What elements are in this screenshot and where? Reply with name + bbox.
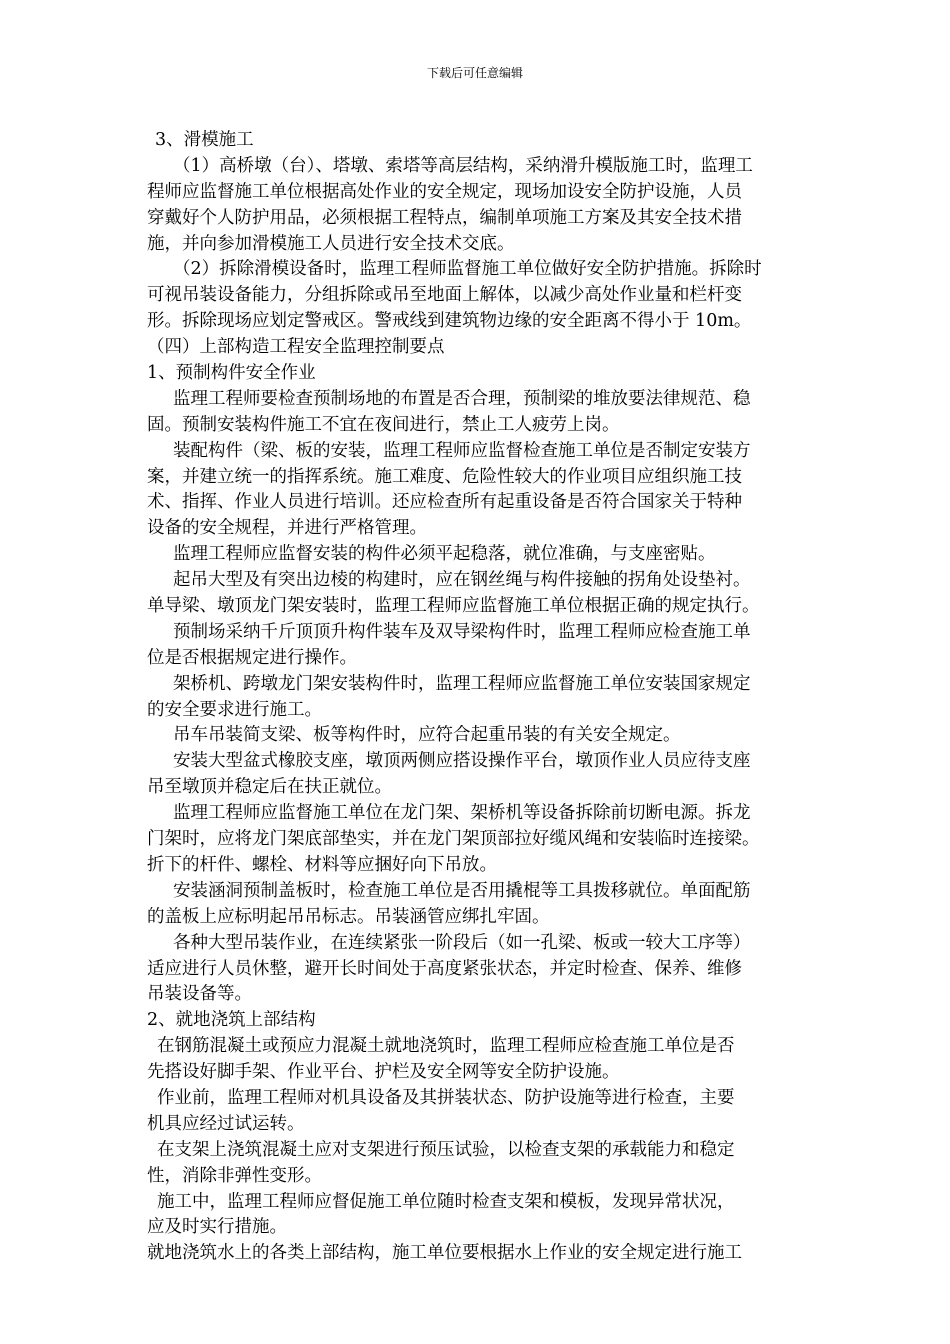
paragraph-line: 装配构件（梁、板的安装，监理工程师应监督检查施工单位是否制定安装方 — [173, 440, 751, 461]
paragraph-line: （2）拆除滑模设备时，监理工程师监督施工单位做好安全防护措施。拆除时 — [173, 259, 762, 280]
paragraph-line: 穿戴好个人防护用品，必须根据工程特点，编制单项施工方案及其安全技术措 — [147, 207, 742, 228]
paragraph-line: 应及时实行措施。 — [147, 1217, 287, 1238]
paragraph-line: 作业前，监理工程师对机具设备及其拼装状态、防护设施等进行检查，主要 — [157, 1087, 735, 1108]
paragraph-line: 监理工程师应监督施工单位在龙门架、架桥机等设备拆除前切断电源。拆龙 — [173, 803, 751, 824]
paragraph-line: 各种大型吊装作业，在连续紧张一阶段后（如一孔梁、板或一较大工序等） — [173, 932, 751, 953]
paragraph-line: 折下的杆件、螺栓、材料等应捆好向下吊放。 — [147, 854, 497, 875]
paragraph-line: 的安全要求进行施工。 — [147, 699, 322, 720]
paragraph-line: 在支架上浇筑混凝土应对支架进行预压试验，以检查支架的承载能力和稳定 — [157, 1139, 735, 1160]
paragraph-line: 吊车吊装简支梁、板等构件时，应符合起重吊装的有关安全规定。 — [173, 725, 681, 746]
paragraph-line: 起吊大型及有突出边棱的构建时，应在钢丝绳与构件接触的拐角处设垫衬。 — [173, 570, 751, 591]
paragraph-line: 就地浇筑水上的各类上部结构，施工单位要根据水上作业的安全规定进行施工 — [147, 1243, 742, 1264]
paragraph-line: 吊至墩顶并稳定后在扶正就位。 — [147, 777, 392, 798]
paragraph-line: 位是否根据规定进行操作。 — [147, 647, 357, 668]
paragraph-line: 架桥机、跨墩龙门架安装构件时，监理工程师应监督施工单位安装国家规定 — [173, 673, 751, 694]
paragraph-line: （1）高桥墩（台）、塔墩、索塔等高层结构，采纳滑升模版施工时，监理工 — [173, 155, 753, 176]
paragraph-line: 施工中，监理工程师应督促施工单位随时检查支架和模板，发现异常状况， — [157, 1191, 735, 1212]
page-header: 下载后可任意编辑 — [426, 66, 523, 80]
paragraph-line: 可视吊装设备能力，分组拆除或吊至地面上解体，以减少高处作业量和栏杆变 — [147, 285, 742, 306]
paragraph-line: 术、指挥、作业人员进行培训。还应检查所有起重设备是否符合国家关于特种 — [147, 492, 742, 513]
paragraph-line: 适应进行人员休整，避开长时间处于高度紧张状态，并定时检查、保养、维修 — [147, 958, 742, 979]
paragraph-line: 安装涵洞预制盖板时，检查施工单位是否用撬棍等工具拨移就位。单面配筋 — [173, 880, 751, 901]
paragraph-line: 固。预制安装构件施工不宜在夜间进行，禁止工人疲劳上岗。 — [147, 414, 620, 435]
paragraph-line: 施，并向参加滑模施工人员进行安全技术交底。 — [147, 233, 515, 254]
paragraph-line: 单导梁、墩顶龙门架安装时，监理工程师应监督施工单位根据正确的规定执行。 — [147, 596, 760, 617]
paragraph-line: 机具应经过试运转。 — [147, 1113, 305, 1134]
paragraph-line: 吊装设备等。 — [147, 984, 252, 1005]
paragraph-line: 形。拆除现场应划定警戒区。警戒线到建筑物边缘的安全距离不得小于 10m。 — [147, 311, 752, 332]
paragraph-line: 监理工程师应监督安装的构件必须平起稳落，就位准确，与支座密贴。 — [173, 544, 716, 565]
section-heading: 2、就地浇筑上部结构 — [147, 1010, 316, 1031]
paragraph-line: 安装大型盆式橡胶支座，墩顶两侧应搭设操作平台，墩顶作业人员应待支座 — [173, 751, 751, 772]
paragraph-line: 案，并建立统一的指挥系统。施工难度、危险性较大的作业项目应组织施工技 — [147, 466, 742, 487]
section-heading: 3、滑模施工 — [155, 130, 254, 150]
paragraph-line: 程师应监督施工单位根据高处作业的安全规定，现场加设安全防护设施，人员 — [147, 181, 742, 202]
section-heading: 1、预制构件安全作业 — [147, 363, 316, 384]
document-body — [147, 128, 823, 1267]
paragraph-line: 预制场采纳千斤顶顶升构件装车及双导梁构件时，监理工程师应检查施工单 — [173, 621, 751, 642]
paragraph-line: 门架时，应将龙门架底部垫实，并在龙门架顶部拉好缆风绳和安装临时连接梁。 — [147, 829, 760, 850]
paragraph-line: 设备的安全规程，并进行严格管理。 — [147, 518, 427, 539]
paragraph-line: 的盖板上应标明起吊吊标志。吊装涵管应绑扎牢固。 — [147, 906, 550, 927]
paragraph-line: 在钢筋混凝土或预应力混凝土就地浇筑时，监理工程师应检查施工单位是否 — [157, 1036, 735, 1057]
paragraph-line: 监理工程师要检查预制场地的布置是否合理，预制梁的堆放要法律规范、稳 — [173, 388, 751, 409]
paragraph-line: 先搭设好脚手架、作业平台、护栏及安全网等安全防护设施。 — [147, 1062, 620, 1083]
paragraph-line: 性，消除非弹性变形。 — [147, 1165, 322, 1186]
section-heading: （四）上部构造工程安全监理控制要点 — [147, 337, 445, 358]
